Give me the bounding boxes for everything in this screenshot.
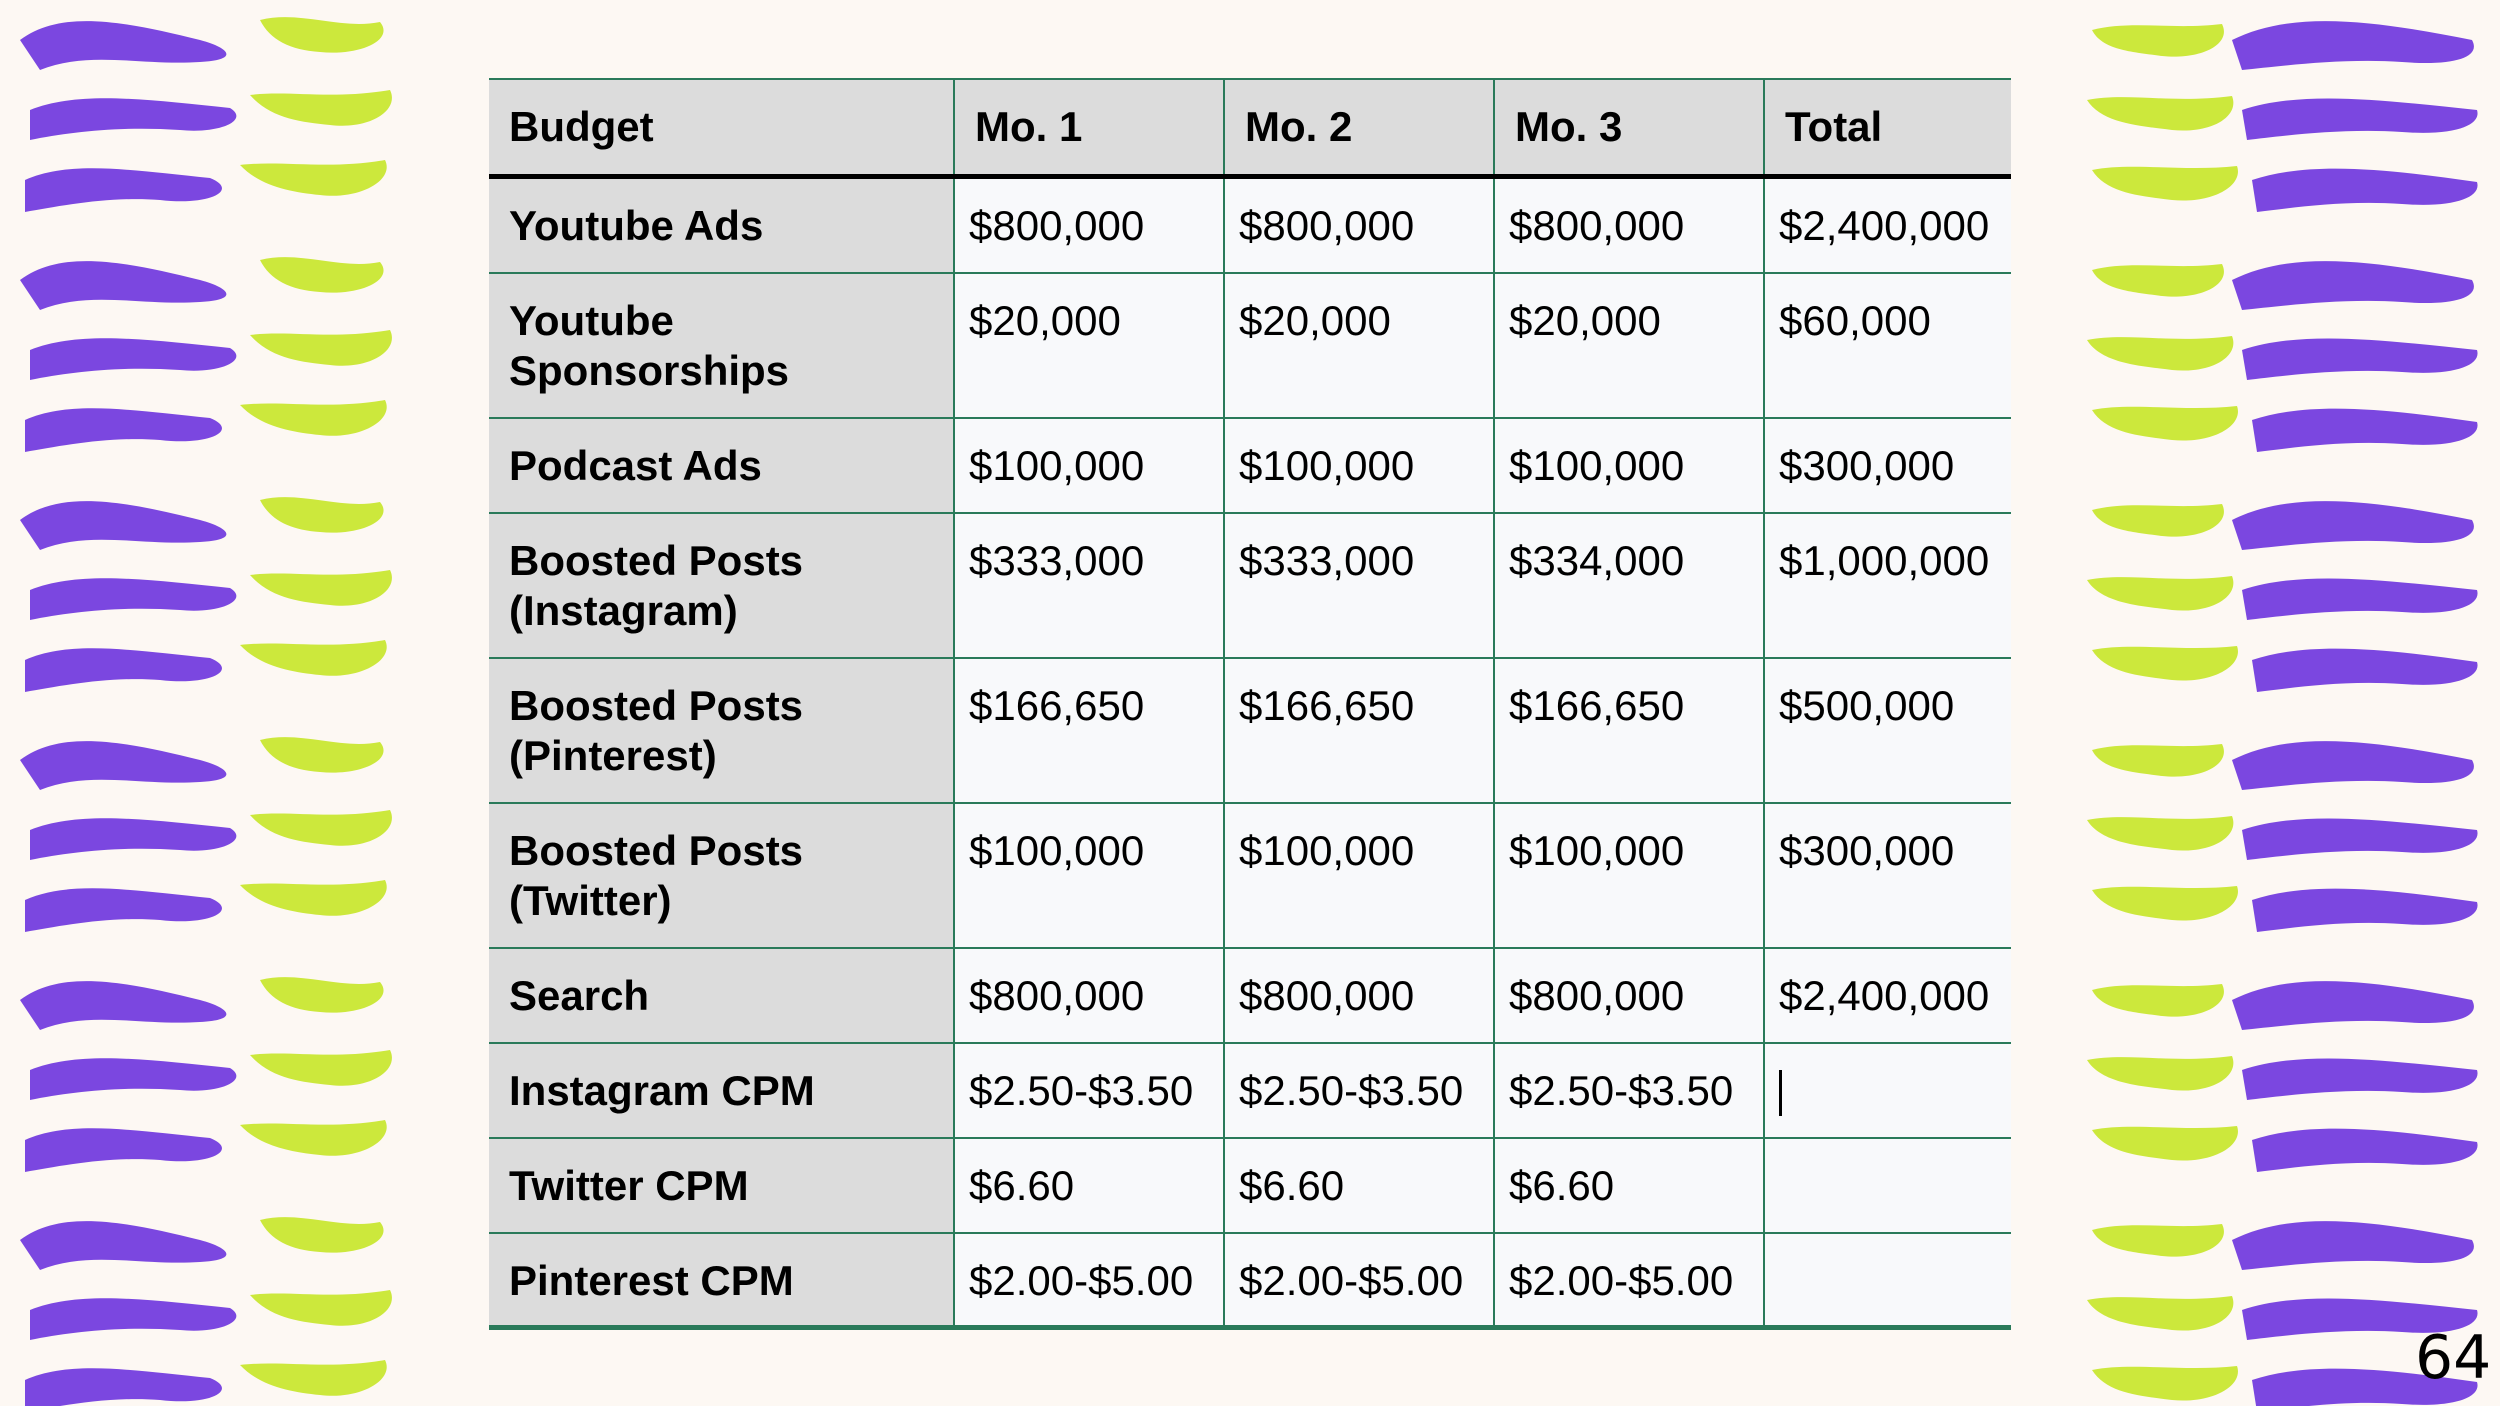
cell-mo1[interactable]: $20,000 <box>954 273 1224 418</box>
cell-total[interactable]: $300,000 <box>1764 418 2011 513</box>
squiggle-pattern-icon <box>0 0 420 1406</box>
cell-total[interactable]: $300,000 <box>1764 803 2011 948</box>
cell-mo1[interactable]: $800,000 <box>954 177 1224 273</box>
cell-total[interactable]: $500,000 <box>1764 658 2011 803</box>
row-label[interactable]: Search <box>489 948 954 1043</box>
cell-mo1[interactable]: $2.00-$5.00 <box>954 1233 1224 1328</box>
column-header-mo1[interactable]: Mo. 1 <box>954 79 1224 177</box>
row-label[interactable]: Pinterest CPM <box>489 1233 954 1328</box>
cell-total[interactable]: $1,000,000 <box>1764 513 2011 658</box>
table-row <box>489 418 2011 513</box>
cell-total[interactable]: $2,400,000 <box>1764 177 2011 273</box>
row-label[interactable]: Youtube Ads <box>489 177 954 273</box>
row-label[interactable]: Boosted Posts (Pinterest) <box>489 658 954 803</box>
budget-table <box>489 78 2011 1330</box>
cell-mo2[interactable]: $100,000 <box>1224 803 1494 948</box>
cell-mo1[interactable]: $800,000 <box>954 948 1224 1043</box>
cell-mo3[interactable]: $800,000 <box>1494 948 1764 1043</box>
cell-mo2[interactable]: $333,000 <box>1224 513 1494 658</box>
cell-mo1[interactable]: $100,000 <box>954 803 1224 948</box>
table-header-row <box>489 79 2011 177</box>
cell-mo3[interactable]: $2.50-$3.50 <box>1494 1043 1764 1138</box>
row-label[interactable]: Boosted Posts (Instagram) <box>489 513 954 658</box>
table-row <box>489 1233 2011 1328</box>
cell-mo2[interactable]: $2.00-$5.00 <box>1224 1233 1494 1328</box>
cell-mo3[interactable]: $800,000 <box>1494 177 1764 273</box>
cell-mo2[interactable]: $2.50-$3.50 <box>1224 1043 1494 1138</box>
cell-total[interactable] <box>1764 1233 2011 1328</box>
cell-mo1[interactable]: $2.50-$3.50 <box>954 1043 1224 1138</box>
cell-total[interactable]: $2,400,000 <box>1764 948 2011 1043</box>
table-row <box>489 803 2011 948</box>
column-header-mo3[interactable]: Mo. 3 <box>1494 79 1764 177</box>
cell-mo3[interactable]: $6.60 <box>1494 1138 1764 1233</box>
cell-mo2[interactable]: $20,000 <box>1224 273 1494 418</box>
text-cursor <box>1779 1070 1782 1116</box>
cell-total[interactable]: $60,000 <box>1764 273 2011 418</box>
row-label[interactable]: Podcast Ads <box>489 418 954 513</box>
decorative-pattern-left <box>0 0 420 1406</box>
cell-total[interactable] <box>1764 1138 2011 1233</box>
row-label[interactable]: Instagram CPM <box>489 1043 954 1138</box>
cell-mo2[interactable]: $166,650 <box>1224 658 1494 803</box>
table-row <box>489 1043 2011 1138</box>
squiggle-pattern-icon <box>2072 0 2492 1406</box>
cell-mo2[interactable]: $6.60 <box>1224 1138 1494 1233</box>
table-row <box>489 177 2011 273</box>
table-row <box>489 273 2011 418</box>
row-label[interactable]: Youtube Sponsorships <box>489 273 954 418</box>
cell-mo1[interactable]: $6.60 <box>954 1138 1224 1233</box>
cell-mo3[interactable]: $2.00-$5.00 <box>1494 1233 1764 1328</box>
table-row <box>489 948 2011 1043</box>
column-header-mo2[interactable]: Mo. 2 <box>1224 79 1494 177</box>
cell-mo3[interactable]: $334,000 <box>1494 513 1764 658</box>
cell-mo3[interactable]: $166,650 <box>1494 658 1764 803</box>
table-row <box>489 513 2011 658</box>
row-label[interactable]: Twitter CPM <box>489 1138 954 1233</box>
row-label[interactable]: Boosted Posts (Twitter) <box>489 803 954 948</box>
column-header-total[interactable]: Total <box>1764 79 2011 177</box>
cell-total-active[interactable] <box>1764 1043 2011 1138</box>
cell-mo1[interactable]: $100,000 <box>954 418 1224 513</box>
cell-mo1[interactable]: $333,000 <box>954 513 1224 658</box>
column-header-budget[interactable]: Budget <box>489 79 954 177</box>
cell-mo3[interactable]: $100,000 <box>1494 418 1764 513</box>
table-row <box>489 658 2011 803</box>
cell-mo2[interactable]: $800,000 <box>1224 948 1494 1043</box>
table-row <box>489 1138 2011 1233</box>
decorative-pattern-right <box>2072 0 2492 1406</box>
cell-mo1[interactable]: $166,650 <box>954 658 1224 803</box>
cell-mo2[interactable]: $100,000 <box>1224 418 1494 513</box>
cell-mo3[interactable]: $20,000 <box>1494 273 1764 418</box>
cell-mo3[interactable]: $100,000 <box>1494 803 1764 948</box>
cell-mo2[interactable]: $800,000 <box>1224 177 1494 273</box>
page-number: 64 <box>2415 1323 2492 1393</box>
